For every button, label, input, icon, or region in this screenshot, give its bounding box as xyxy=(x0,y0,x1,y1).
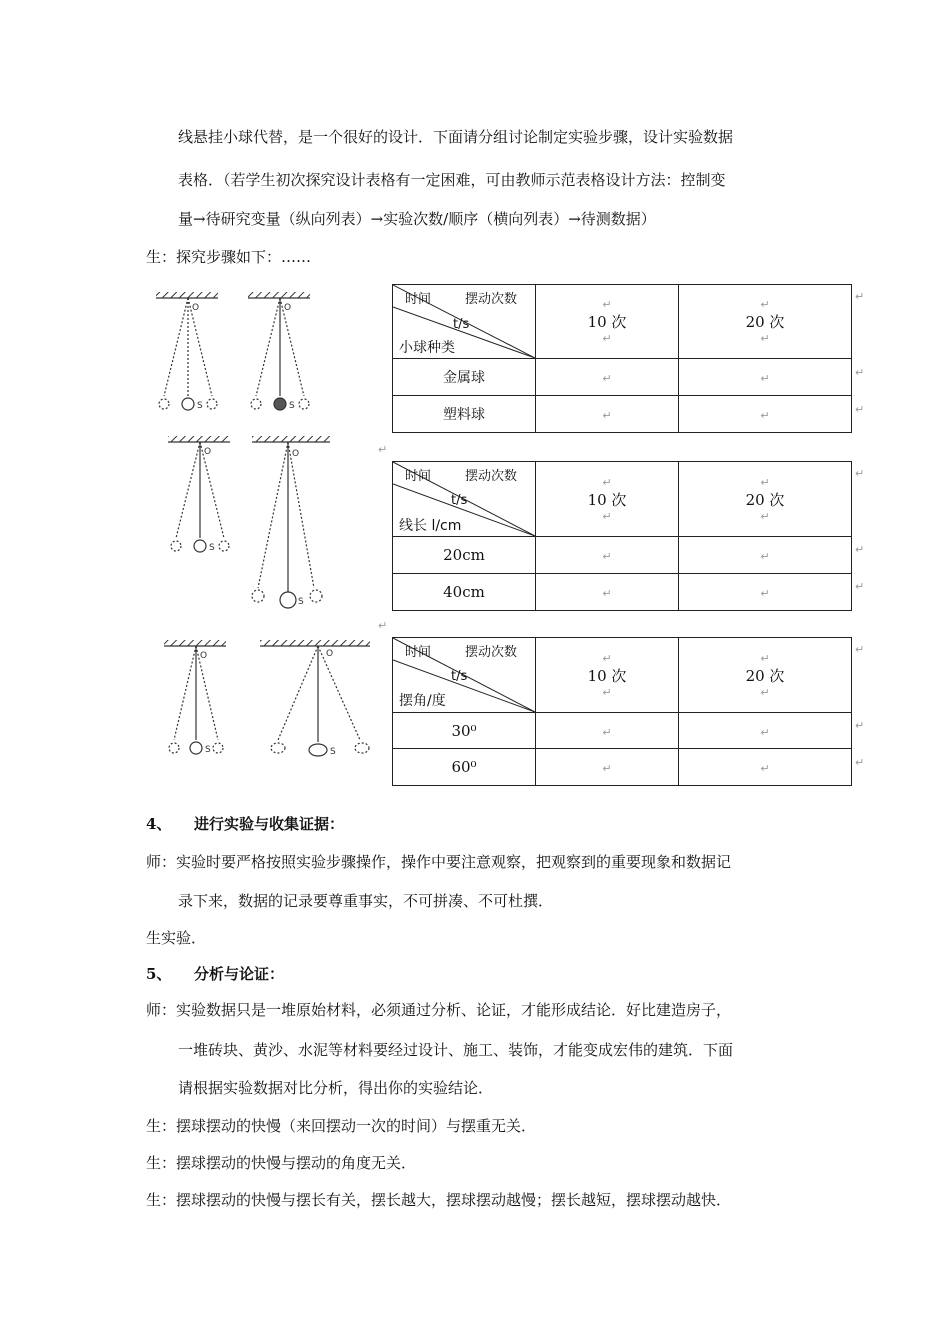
paragraph-line: 生实验． xyxy=(146,929,207,947)
pivot-label: O xyxy=(200,651,208,661)
ball-label: S xyxy=(205,745,211,755)
paragraph-mark: ↵ xyxy=(378,443,388,456)
header-time: 时间 xyxy=(405,645,432,660)
conclusion-line: 生：摆球摆动的快慢与摆长有关，摆长越大，摆球摆动越慢；摆长越短，摆球摆动越快． xyxy=(146,1191,732,1209)
table-cell: ↵ xyxy=(679,359,852,396)
pivot-label: O xyxy=(292,449,300,459)
data-table-angle xyxy=(392,637,852,786)
pendulum-figures xyxy=(150,284,380,804)
table-col-header: ↵ 10 次 ↵ xyxy=(536,638,679,713)
table-cell: ↵ xyxy=(536,574,679,611)
table-cell: ↵ xyxy=(536,396,679,433)
paragraph-line: 录下来，数据的记录要尊重事实，不可拼凑、不可杜撰． xyxy=(178,892,554,910)
header-time: 时间 xyxy=(405,469,432,484)
ball-label: S xyxy=(289,401,295,411)
paragraph-line: 请根据实验数据对比分析，得出你的实验结论． xyxy=(178,1079,494,1097)
paragraph-mark: ↵ xyxy=(855,756,865,769)
section-number: 4、 xyxy=(146,815,172,833)
paragraph-mark: ↵ xyxy=(855,643,865,656)
header-variable: 线长 l/cm xyxy=(399,518,462,534)
table-col-header: ↵ 10 次 ↵ xyxy=(536,462,679,537)
data-table-length xyxy=(392,461,852,611)
table-row-label: 60⁰ xyxy=(393,749,536,786)
table-col-header: ↵ 20 次 ↵ xyxy=(679,285,852,359)
section-title: 分析与论证： xyxy=(194,965,285,983)
table-cell: ↵ xyxy=(536,359,679,396)
table-cell: ↵ xyxy=(536,749,679,786)
table-cell: ↵ xyxy=(679,749,852,786)
table-cell: ↵ xyxy=(536,537,679,574)
section-number: 5、 xyxy=(146,965,172,983)
table-row-label: 40cm xyxy=(393,574,536,611)
section-title: 进行实验与收集证据： xyxy=(194,815,345,833)
paragraph-line: 量→待研究变量（纵向列表）→实验次数/顺序（横向列表）→待测数据） xyxy=(178,210,656,228)
conclusion-line: 生：摆球摆动的快慢（来回摆动一次的时间）与摆重无关． xyxy=(146,1117,537,1135)
table-row-label: 20cm xyxy=(393,537,536,574)
paragraph-mark: ↵ xyxy=(855,543,865,556)
table-row-label: 塑料球 xyxy=(393,396,536,433)
header-unit: t/s xyxy=(451,493,468,508)
paragraph-line: 表格．（若学生初次探究设计表格有一定困难，可由教师示范表格设计方法：控制变 xyxy=(178,171,726,189)
ball-label: S xyxy=(330,747,336,757)
paragraph-line: 生：探究步骤如下：…… xyxy=(146,248,312,266)
table-row-label: 30⁰ xyxy=(393,713,536,749)
table-header-diagonal xyxy=(393,285,536,359)
pivot-label: O xyxy=(284,303,292,313)
header-variable: 摆角/度 xyxy=(399,693,446,709)
header-unit: t/s xyxy=(451,669,468,684)
table-cell: ↵ xyxy=(536,713,679,749)
paragraph-line: 师：实验数据只是一堆原始材料，必须通过分析、论证，才能形成结论．好比建造房子， xyxy=(146,1001,732,1019)
paragraph-line: 一堆砖块、黄沙、水泥等材料要经过设计、施工、装饰，才能变成宏伟的建筑．下面 xyxy=(178,1041,734,1059)
header-time: 时间 xyxy=(405,292,432,307)
ball-label: S xyxy=(209,543,215,553)
paragraph-mark: ↵ xyxy=(855,580,865,593)
paragraph-mark: ↵ xyxy=(378,619,388,632)
header-variable: 小球种类 xyxy=(399,340,455,356)
pivot-label: O xyxy=(204,447,212,457)
conclusion-line: 生：摆球摆动的快慢与摆动的角度无关． xyxy=(146,1154,417,1172)
ball-label: S xyxy=(298,597,304,607)
paragraph-mark: ↵ xyxy=(855,366,865,379)
table-cell: ↵ xyxy=(679,396,852,433)
pivot-label: O xyxy=(192,303,200,313)
paragraph-mark: ↵ xyxy=(855,403,865,416)
header-swings: 摆动次数 xyxy=(465,645,518,660)
ball-label: S xyxy=(197,401,203,411)
table-header-diagonal xyxy=(393,638,536,713)
table-row-label: 金属球 xyxy=(393,359,536,396)
paragraph-mark: ↵ xyxy=(855,719,865,732)
paragraph-line: 线悬挂小球代替，是一个很好的设计．下面请分组讨论制定实验步骤，设计实验数据 xyxy=(178,128,734,146)
header-swings: 摆动次数 xyxy=(465,292,518,307)
table-col-header: ↵ 20 次 ↵ xyxy=(679,638,852,713)
header-unit: t/s xyxy=(453,317,470,332)
paragraph-mark: ↵ xyxy=(855,290,865,303)
table-cell: ↵ xyxy=(679,574,852,611)
header-swings: 摆动次数 xyxy=(465,469,518,484)
table-col-header: ↵ 10 次 ↵ xyxy=(536,285,679,359)
table-col-header: ↵ 20 次 ↵ xyxy=(679,462,852,537)
table-cell: ↵ xyxy=(679,713,852,749)
paragraph-mark: ↵ xyxy=(855,467,865,480)
table-cell: ↵ xyxy=(679,537,852,574)
data-table-ball-type xyxy=(392,284,852,433)
paragraph-line: 师：实验时要严格按照实验步骤操作，操作中要注意观察，把观察到的重要现象和数据记 xyxy=(146,853,732,871)
table-header-diagonal xyxy=(393,462,536,537)
pivot-label: O xyxy=(326,649,334,659)
